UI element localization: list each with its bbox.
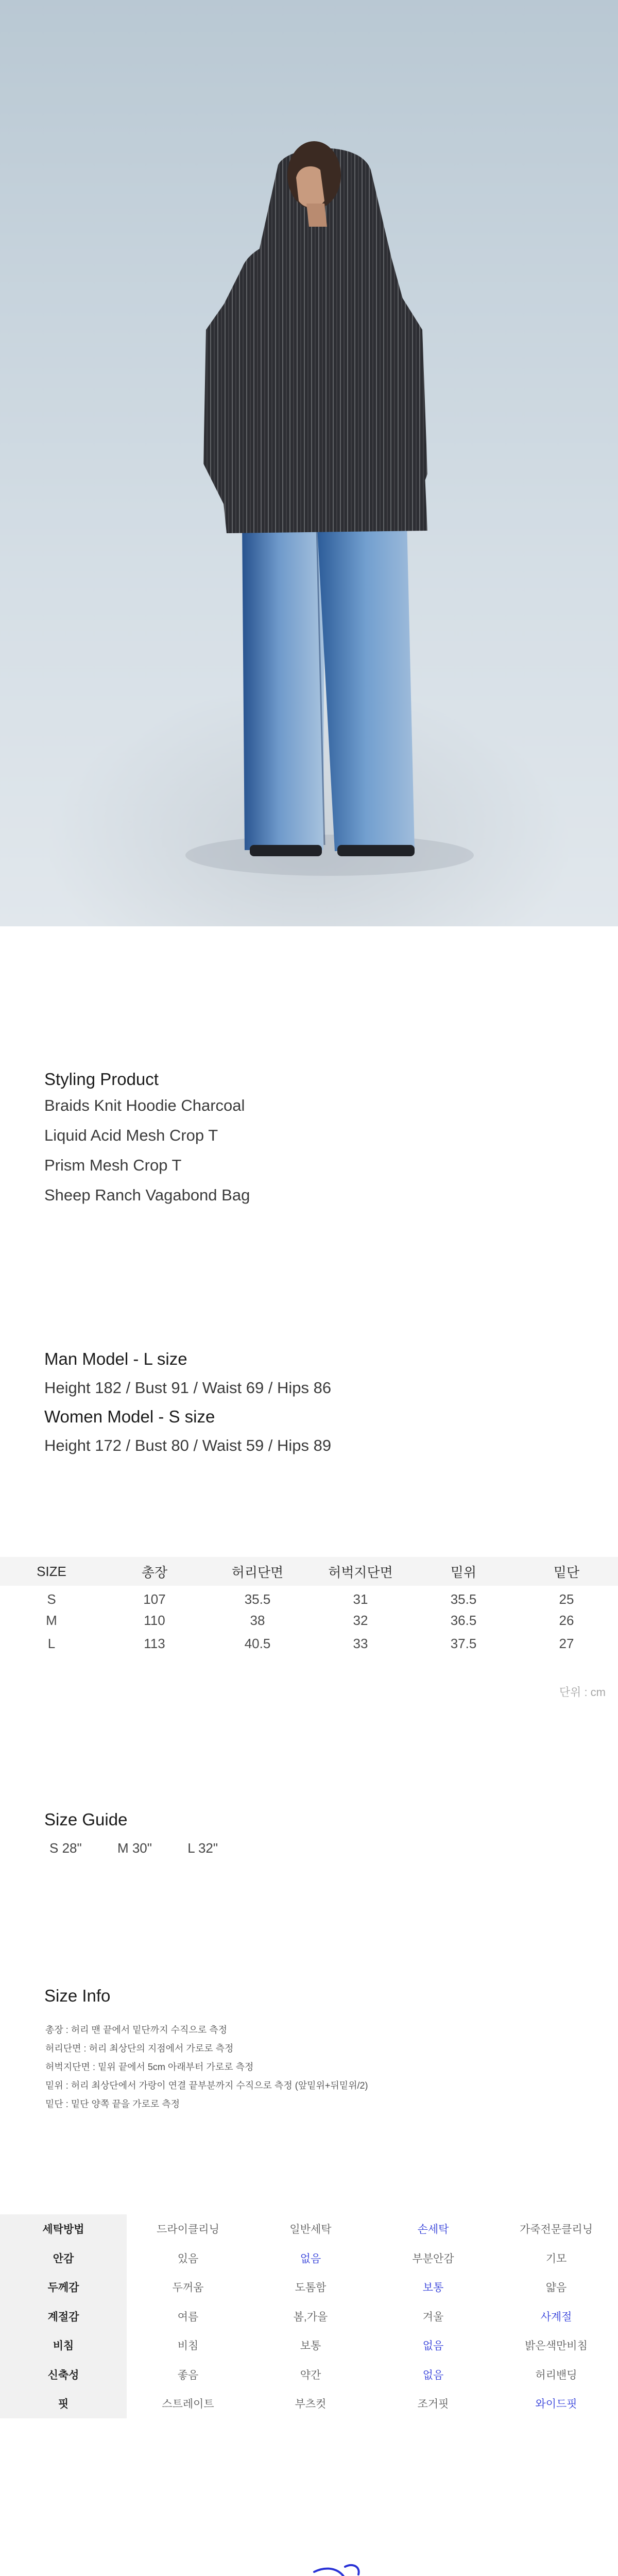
styling-item: Liquid Acid Mesh Crop T	[44, 1126, 218, 1144]
size-guide-title: Size Guide	[44, 1810, 128, 1829]
size-info-note: 밑단 : 밑단 양쪽 끝을 가로로 측정	[45, 2099, 180, 2109]
styling-product-section	[44, 1068, 250, 1210]
size-guide-value: L 32"	[187, 1840, 218, 1856]
size-table	[0, 1557, 618, 1655]
fabric-option: 보통	[422, 2282, 444, 2294]
table-cell: 110	[144, 1613, 165, 1628]
fabric-option: 약간	[300, 2369, 321, 2381]
table-cell: S	[47, 1591, 56, 1607]
header-hem: 밑단	[515, 1557, 618, 1586]
fabric-row	[0, 2273, 618, 2302]
fabric-option: 부츠컷	[295, 2398, 327, 2411]
table-cell: 27	[559, 1636, 574, 1651]
table-row	[0, 1632, 618, 1655]
fabric-row-label: 신축성	[0, 2360, 127, 2389]
fabric-row	[0, 2244, 618, 2273]
fabric-option: 밝은색만비침	[525, 2340, 588, 2352]
fabric-option: 없음	[300, 2252, 321, 2265]
fabric-option: 보통	[300, 2340, 321, 2352]
fabric-option: 두꺼움	[172, 2282, 204, 2294]
table-cell: 37.5	[450, 1636, 477, 1651]
fabric-row-label: 계절감	[0, 2302, 127, 2331]
fabric-row	[0, 2214, 618, 2244]
size-guide-value: S 28"	[49, 1840, 82, 1856]
table-cell: 35.5	[244, 1591, 271, 1607]
women-model-title: Women Model - S size	[44, 1407, 215, 1426]
table-cell: 38	[250, 1613, 265, 1628]
size-guide-value: M 30"	[117, 1840, 152, 1856]
styling-item: Sheep Ranch Vagabond Bag	[44, 1186, 250, 1204]
table-row	[0, 1609, 618, 1632]
fabric-row	[0, 2360, 618, 2389]
table-cell: 31	[353, 1591, 368, 1607]
man-model-title: Man Model - L size	[44, 1349, 187, 1368]
table-cell: 25	[559, 1591, 574, 1607]
size-info-notes	[45, 2021, 560, 2113]
size-info-note: 밑위 : 허리 최상단에서 가랑이 연결 끝부분까지 수직으로 측정 (앞밑위+뒤밑위/2)	[45, 2080, 368, 2091]
header-rise: 밑위	[412, 1557, 515, 1586]
header-total-length: 총장	[103, 1557, 206, 1586]
fabric-option: 조거핏	[417, 2398, 449, 2411]
header-thigh: 허벅지단면	[309, 1557, 412, 1586]
size-guide-section	[44, 1808, 218, 1856]
table-cell: M	[46, 1613, 57, 1628]
fabric-option: 손세탁	[417, 2224, 449, 2236]
size-info-title: Size Info	[44, 1986, 111, 2005]
table-cell: L	[47, 1636, 56, 1651]
fabric-option: 스트레이트	[162, 2398, 214, 2411]
fabric-row-label: 두께감	[0, 2273, 127, 2302]
fabric-info-table	[0, 2214, 618, 2418]
table-cell: 32	[353, 1613, 368, 1628]
table-cell: 40.5	[244, 1636, 271, 1651]
model-illustration	[0, 0, 618, 926]
table-cell: 33	[353, 1636, 368, 1651]
table-cell: 26	[559, 1613, 574, 1628]
fabric-option: 좋음	[177, 2369, 199, 2381]
fabric-option: 없음	[422, 2340, 444, 2352]
fabric-option: 사계절	[540, 2311, 572, 2323]
fabric-row-label: 핏	[0, 2389, 127, 2418]
model-info-section	[44, 1345, 331, 1460]
fabric-option: 허리밴딩	[535, 2369, 577, 2381]
fabric-row	[0, 2302, 618, 2331]
fabric-row	[0, 2389, 618, 2418]
product-photo	[0, 0, 618, 926]
fabric-row	[0, 2331, 618, 2360]
fabric-option: 드라이클리닝	[157, 2224, 219, 2236]
header-size: SIZE	[0, 1557, 103, 1586]
size-info-note: 허벅지단면 : 밑위 끝에서 5cm 아래부터 가로로 측정	[45, 2062, 254, 2072]
table-row	[0, 1586, 618, 1609]
women-model-stats: Height 172 / Bust 80 / Waist 59 / Hips 89	[44, 1436, 332, 1454]
fabric-option: 없음	[422, 2369, 444, 2381]
size-guide-values	[49, 1840, 250, 1856]
table-cell: 113	[144, 1636, 165, 1651]
size-info-note: 허리단면 : 허리 최상단의 지점에서 가로로 측정	[45, 2043, 234, 2054]
table-cell: 35.5	[450, 1591, 477, 1607]
size-info-section	[44, 1985, 368, 2109]
unit-note: 단위 : cm	[559, 1686, 606, 1699]
fabric-row-label: 비침	[0, 2331, 127, 2360]
fabric-option: 도톰함	[295, 2282, 327, 2294]
fabric-option: 겨울	[422, 2311, 444, 2323]
fabric-option: 기모	[545, 2252, 567, 2265]
fabric-option: 있음	[177, 2252, 199, 2265]
table-cell: 36.5	[450, 1613, 477, 1628]
styling-item: Prism Mesh Crop T	[44, 1156, 182, 1174]
fabric-option: 일반세탁	[289, 2224, 332, 2236]
brand-logo-mark	[268, 2556, 376, 2576]
fabric-option: 와이드핏	[535, 2398, 577, 2411]
styling-title: Styling Product	[44, 1070, 159, 1089]
styling-item: Braids Knit Hoodie Charcoal	[44, 1096, 245, 1114]
fabric-option: 봄,가을	[293, 2311, 328, 2323]
fabric-option: 부분안감	[412, 2252, 454, 2265]
brand-logo	[268, 2556, 376, 2576]
table-cell: 107	[143, 1591, 166, 1607]
fabric-option: 비침	[177, 2340, 199, 2352]
fabric-row-label: 안감	[0, 2244, 127, 2273]
size-table-header	[0, 1557, 618, 1586]
fabric-row-label: 세탁방법	[0, 2214, 127, 2244]
man-model-stats: Height 182 / Bust 91 / Waist 69 / Hips 86	[44, 1379, 332, 1397]
fabric-option: 가죽전문클리닝	[519, 2224, 593, 2236]
size-info-note: 총장 : 허리 맨 끝에서 밑단까지 수직으로 측정	[45, 2025, 227, 2035]
fabric-option: 여름	[177, 2311, 199, 2323]
header-waist: 허리단면	[206, 1557, 309, 1586]
fabric-option: 얇음	[545, 2282, 567, 2294]
